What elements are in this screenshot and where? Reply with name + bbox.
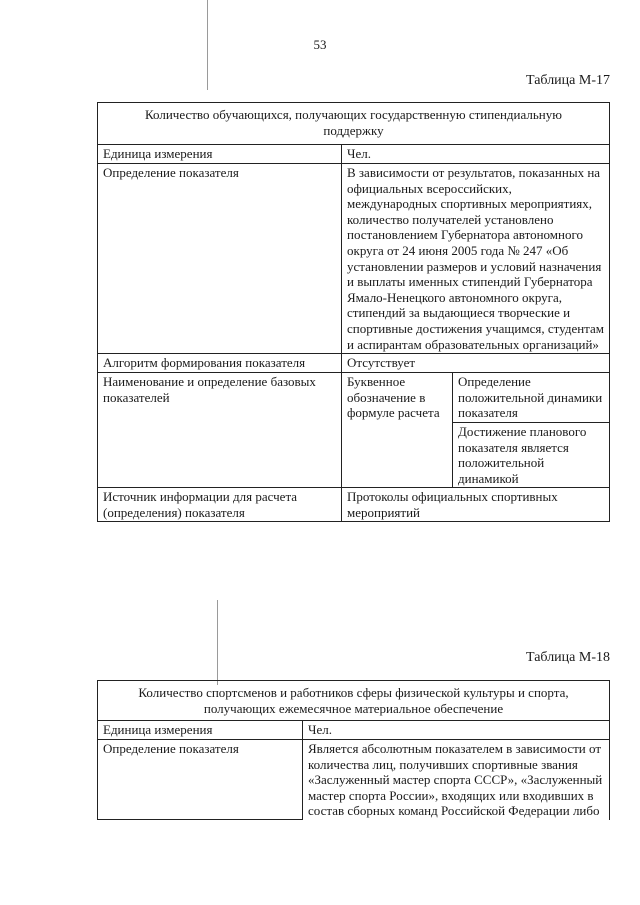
- table-label-m18: Таблица М-18: [526, 650, 610, 665]
- table-label-m17: Таблица М-17: [526, 73, 610, 88]
- table-row: [98, 373, 610, 423]
- source-label: Источник информации для расчета (определения) показателя: [98, 488, 342, 522]
- table-m18: [97, 680, 610, 820]
- table-row: [98, 681, 610, 721]
- definition-value: В зависимости от результатов, показанных на официальных всероссийских, международных спортивных мероприятиях, количество получателей установлено постановлением Губернатора автономного округа от 24 июня 2005 года № 247 «Об установлении размеров и условий назначения и выплаты именных стипендий Губернатора Ямало-Ненецкого автономного округа, стипендий за выдающиеся творческие и спортивные достижения учащимся, студентам и аспирантам образовательных организаций»: [342, 164, 610, 354]
- definition-label: Определение показателя: [98, 740, 303, 820]
- table-row: [98, 354, 610, 373]
- algorithm-label: Алгоритм формирования показателя: [98, 354, 342, 373]
- table-row: [98, 740, 610, 820]
- table-m17: [97, 102, 610, 522]
- table-row: [98, 103, 610, 145]
- unit-label: Единица измерения: [98, 721, 303, 740]
- table-title: Количество спортсменов и работников сферы физической культуры и спорта, получающих ежемесячное материальное обеспечение: [98, 681, 610, 721]
- table-row: [98, 721, 610, 740]
- definition-value: Является абсолютным показателем в зависимости от количества лиц, получивших спортивные звания «Заслуженный мастер спорта СССР», «Заслуженный мастер спорта России», входящих или входивших в состав сборных команд Российской Федерации либо: [303, 740, 610, 820]
- unit-value: Чел.: [342, 145, 610, 164]
- table-title: Количество обучающихся, получающих государственную стипендиальную поддержку: [98, 103, 610, 145]
- unit-value: Чел.: [303, 721, 610, 740]
- source-value: Протоколы официальных спортивных мероприятий: [342, 488, 610, 522]
- definition-label: Определение показателя: [98, 164, 342, 354]
- page-number: 53: [313, 37, 327, 52]
- algorithm-value: Отсутствует: [342, 354, 610, 373]
- table-row: [98, 164, 610, 354]
- unit-label: Единица измерения: [98, 145, 342, 164]
- base-indicators-label: Наименование и определение базовых показателей: [98, 373, 342, 488]
- base-definition-1: Определение положительной динамики показателя: [453, 373, 610, 423]
- base-definition-2: Достижение планового показателя является положительной динамикой: [453, 422, 610, 487]
- margin-line: [217, 600, 218, 685]
- letter-designation: Буквенное обозначение в формуле расчета: [342, 373, 453, 488]
- table-row: [98, 145, 610, 164]
- table-row: [98, 488, 610, 522]
